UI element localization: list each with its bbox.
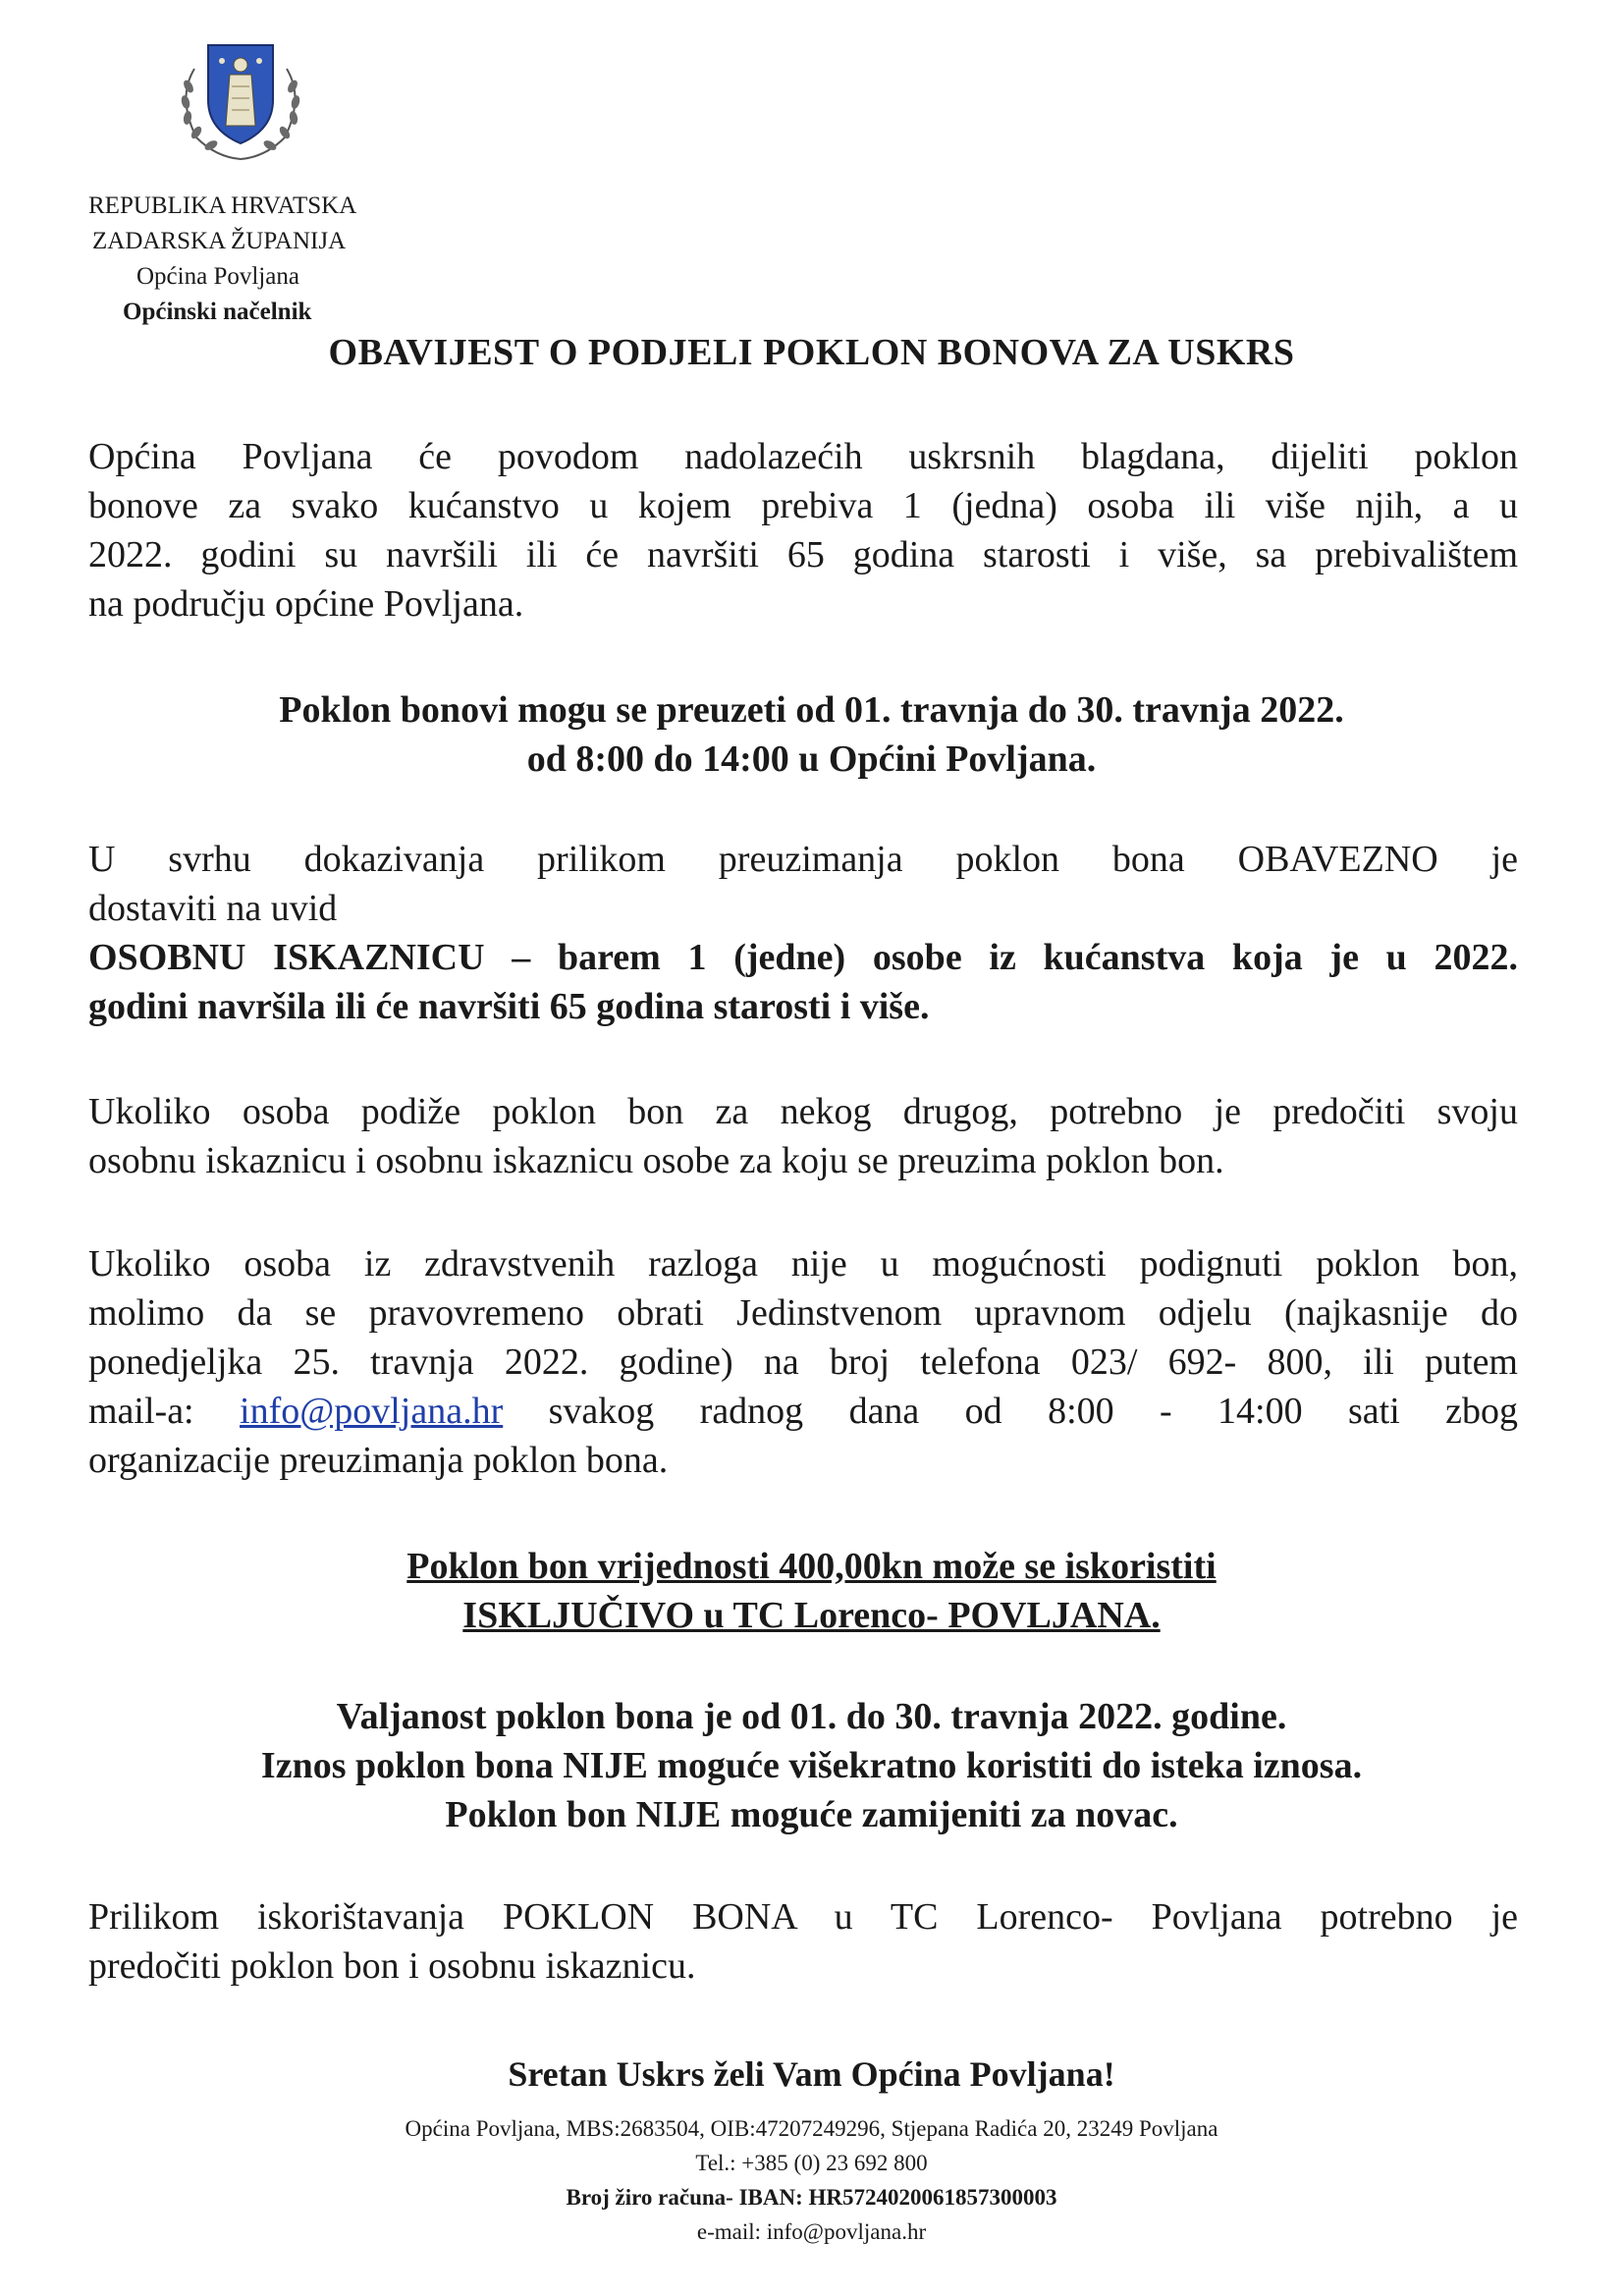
footer-email: e-mail: info@povljana.hr	[696, 2219, 927, 2244]
proof-paragraph	[88, 835, 1518, 1031]
usage-line: predočiti poklon bon i osobnu iskaznicu.	[88, 1945, 696, 1987]
value-notice	[0, 1542, 1623, 1640]
pickup-line: od 8:00 do 14:00 u Općini Povljana.	[526, 738, 1097, 780]
validity-line: Iznos poklon bona NIJE moguće višekratno koristiti do isteka iznosa.	[260, 1745, 1363, 1786]
health-paragraph	[88, 1239, 1518, 1485]
intro-paragraph	[88, 432, 1518, 629]
value-line: ISKLJUČIVO u TC Lorenco- POVLJANA.	[462, 1595, 1161, 1636]
header-republic: REPUBLIKA HRVATSKA	[88, 192, 357, 219]
header-office: Općinski načelnik	[123, 299, 312, 325]
footer-iban: Broj žiro računa- IBAN: HR5724020061857300003	[566, 2185, 1057, 2210]
validity-line: Valjanost poklon bona je od 01. do 30. travnja 2022. godine.	[336, 1696, 1287, 1737]
header-municipality: Općina Povljana	[136, 263, 299, 290]
intro-line: Općina Povljana će povodom nadolazećih uskrsnih blagdana, dijeliti poklon	[88, 436, 1518, 477]
health-line: organizacije preuzimanja poklon bona.	[88, 1440, 669, 1481]
proxy-paragraph	[88, 1087, 1518, 1185]
coat-of-arms-icon	[167, 39, 314, 167]
pickup-line: Poklon bonovi mogu se preuzeti od 01. travnja do 30. travnja 2022.	[279, 689, 1344, 731]
greeting: Sretan Uskrs želi Vam Općina Povljana!	[508, 2054, 1115, 2094]
health-line: Ukoliko osoba iz zdravstvenih razloga nije u mogućnosti podignuti poklon bon,	[88, 1243, 1518, 1285]
intro-line: bonove za svako kućanstvo u kojem prebiva 1 (jedna) osoba ili više njih, a u	[88, 485, 1518, 526]
health-line: molimo da se pravovremeno obrati Jedinstvenom upravnom odjelu (najkasnije do	[88, 1292, 1518, 1334]
mail-prefix: mail-a:	[88, 1391, 194, 1432]
page-title: OBAVIJEST O PODJELI POKLON BONOVA ZA USKRS	[328, 332, 1295, 373]
email-link[interactable]: info@povljana.hr	[240, 1391, 504, 1432]
proxy-line: osobnu iskaznicu i osobnu iskaznicu osobe za koju se preuzima poklon bon.	[88, 1140, 1224, 1181]
intro-line: 2022. godini su navršili ili će navršiti 65 godina starosti i više, sa prebivalištem	[88, 534, 1518, 575]
validity-notice	[0, 1692, 1623, 1839]
footer-address: Općina Povljana, MBS:2683504, OIB:47207249296, Stjepana Radića 20, 23249 Povljana	[405, 2116, 1218, 2141]
proof-line: OSOBNU ISKAZNICU – barem 1 (jedne) osobe iz kućanstva koja je u 2022.	[88, 937, 1518, 978]
value-line: Poklon bon vrijednosti 400,00kn može se iskoristiti	[406, 1546, 1217, 1587]
usage-paragraph	[88, 1892, 1518, 1991]
health-line: ponedjeljka 25. travnja 2022. godine) na broj telefona 023/ 692- 800, ili putem	[88, 1341, 1518, 1383]
proof-line: dostaviti na uvid	[88, 888, 338, 929]
health-line	[88, 1387, 1518, 1436]
proof-line: U svrhu dokazivanja prilikom preuzimanja poklon bona OBAVEZNO je	[88, 839, 1518, 880]
mail-suffix: svakog radnog dana od 8:00 - 14:00 sati zbog	[548, 1391, 1519, 1432]
usage-line: Prilikom iskorištavanja POKLON BONA u TC Lorenco- Povljana potrebno je	[88, 1896, 1518, 1938]
proof-line: godini navršila ili će navršiti 65 godina starosti i više.	[88, 986, 930, 1027]
header-county: ZADARSKA ŽUPANIJA	[92, 228, 347, 254]
intro-line: na području općine Povljana.	[88, 583, 524, 625]
footer	[0, 2111, 1623, 2249]
proxy-line: Ukoliko osoba podiže poklon bon za nekog drugog, potrebno je predočiti svoju	[88, 1091, 1518, 1132]
validity-line: Poklon bon NIJE moguće zamijeniti za novac.	[445, 1794, 1178, 1835]
footer-phone: Tel.: +385 (0) 23 692 800	[695, 2151, 928, 2175]
pickup-notice	[0, 685, 1623, 784]
